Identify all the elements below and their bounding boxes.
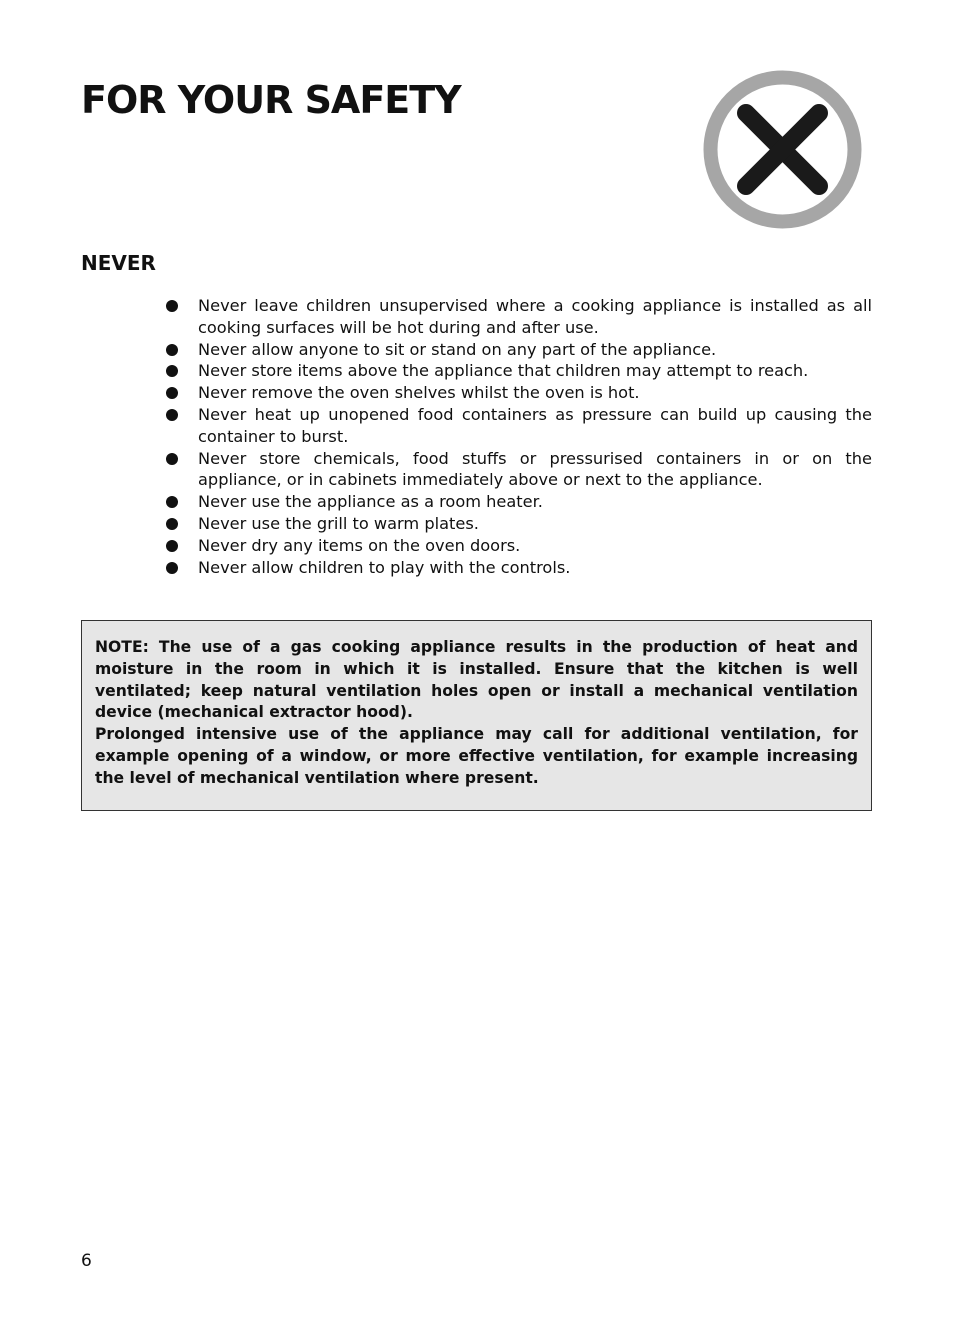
bullet-icon <box>166 409 178 421</box>
list-item <box>163 491 872 513</box>
list-item <box>163 360 872 382</box>
list-item-text: Never allow anyone to sit or stand on any part of the appliance. <box>198 339 717 359</box>
list-item-text: Never use the grill to warm plates. <box>198 513 479 533</box>
list-item-text: Never use the appliance as a room heater. <box>198 492 543 512</box>
bullet-icon <box>166 365 178 377</box>
list-item <box>163 513 872 535</box>
never-list <box>163 295 872 578</box>
list-item <box>163 404 872 448</box>
bullet-icon <box>166 387 178 399</box>
bullet-icon <box>166 453 178 465</box>
list-item-text: Never allow children to play with the controls. <box>198 557 571 577</box>
list-item-text: Never heat up unopened food containers as pressure can build up causing the container to burst. <box>198 404 872 446</box>
bullet-icon <box>166 344 178 356</box>
bullet-icon <box>166 562 178 574</box>
list-item-text: Never dry any items on the oven doors. <box>198 535 521 555</box>
list-item-text: Never store items above the appliance that children may attempt to reach. <box>198 361 809 381</box>
bullet-icon <box>166 496 178 508</box>
list-item <box>163 382 872 404</box>
bullet-icon <box>166 518 178 530</box>
page-number: 6 <box>81 1251 92 1271</box>
page-title: FOR YOUR SAFETY <box>81 78 461 122</box>
note-paragraph-2: Prolonged intensive use of the appliance may call for additional ventilation, for example opening of a window, or more effective ventilation, for example increasing the level of mechanical ventilation where present. <box>95 725 858 787</box>
list-item <box>163 535 872 557</box>
list-item <box>163 557 872 579</box>
list-item <box>163 295 872 339</box>
list-item <box>163 448 872 492</box>
never-heading: NEVER <box>81 251 156 275</box>
note-paragraph-1: NOTE: The use of a gas cooking appliance results in the production of heat and moisture in the room in which it is installed. Ensure that the kitchen is well ventilated; keep natural ventilation holes open or install a mechanical ventilation device (mechanical extractor hood). <box>95 638 858 722</box>
bullet-icon <box>166 300 178 312</box>
bullet-icon <box>166 540 178 552</box>
list-item <box>163 339 872 361</box>
ventilation-note-box <box>81 620 872 811</box>
prohibition-cross-icon <box>702 69 863 230</box>
list-item-text: Never remove the oven shelves whilst the oven is hot. <box>198 383 640 403</box>
list-item-text: Never store chemicals, food stuffs or pressurised containers in or on the appliance, or in cabinets immediately above or next to the appliance. <box>198 448 872 490</box>
list-item-text: Never leave children unsupervised where a cooking appliance is installed as all cooking surfaces will be hot during and after use. <box>198 296 872 337</box>
